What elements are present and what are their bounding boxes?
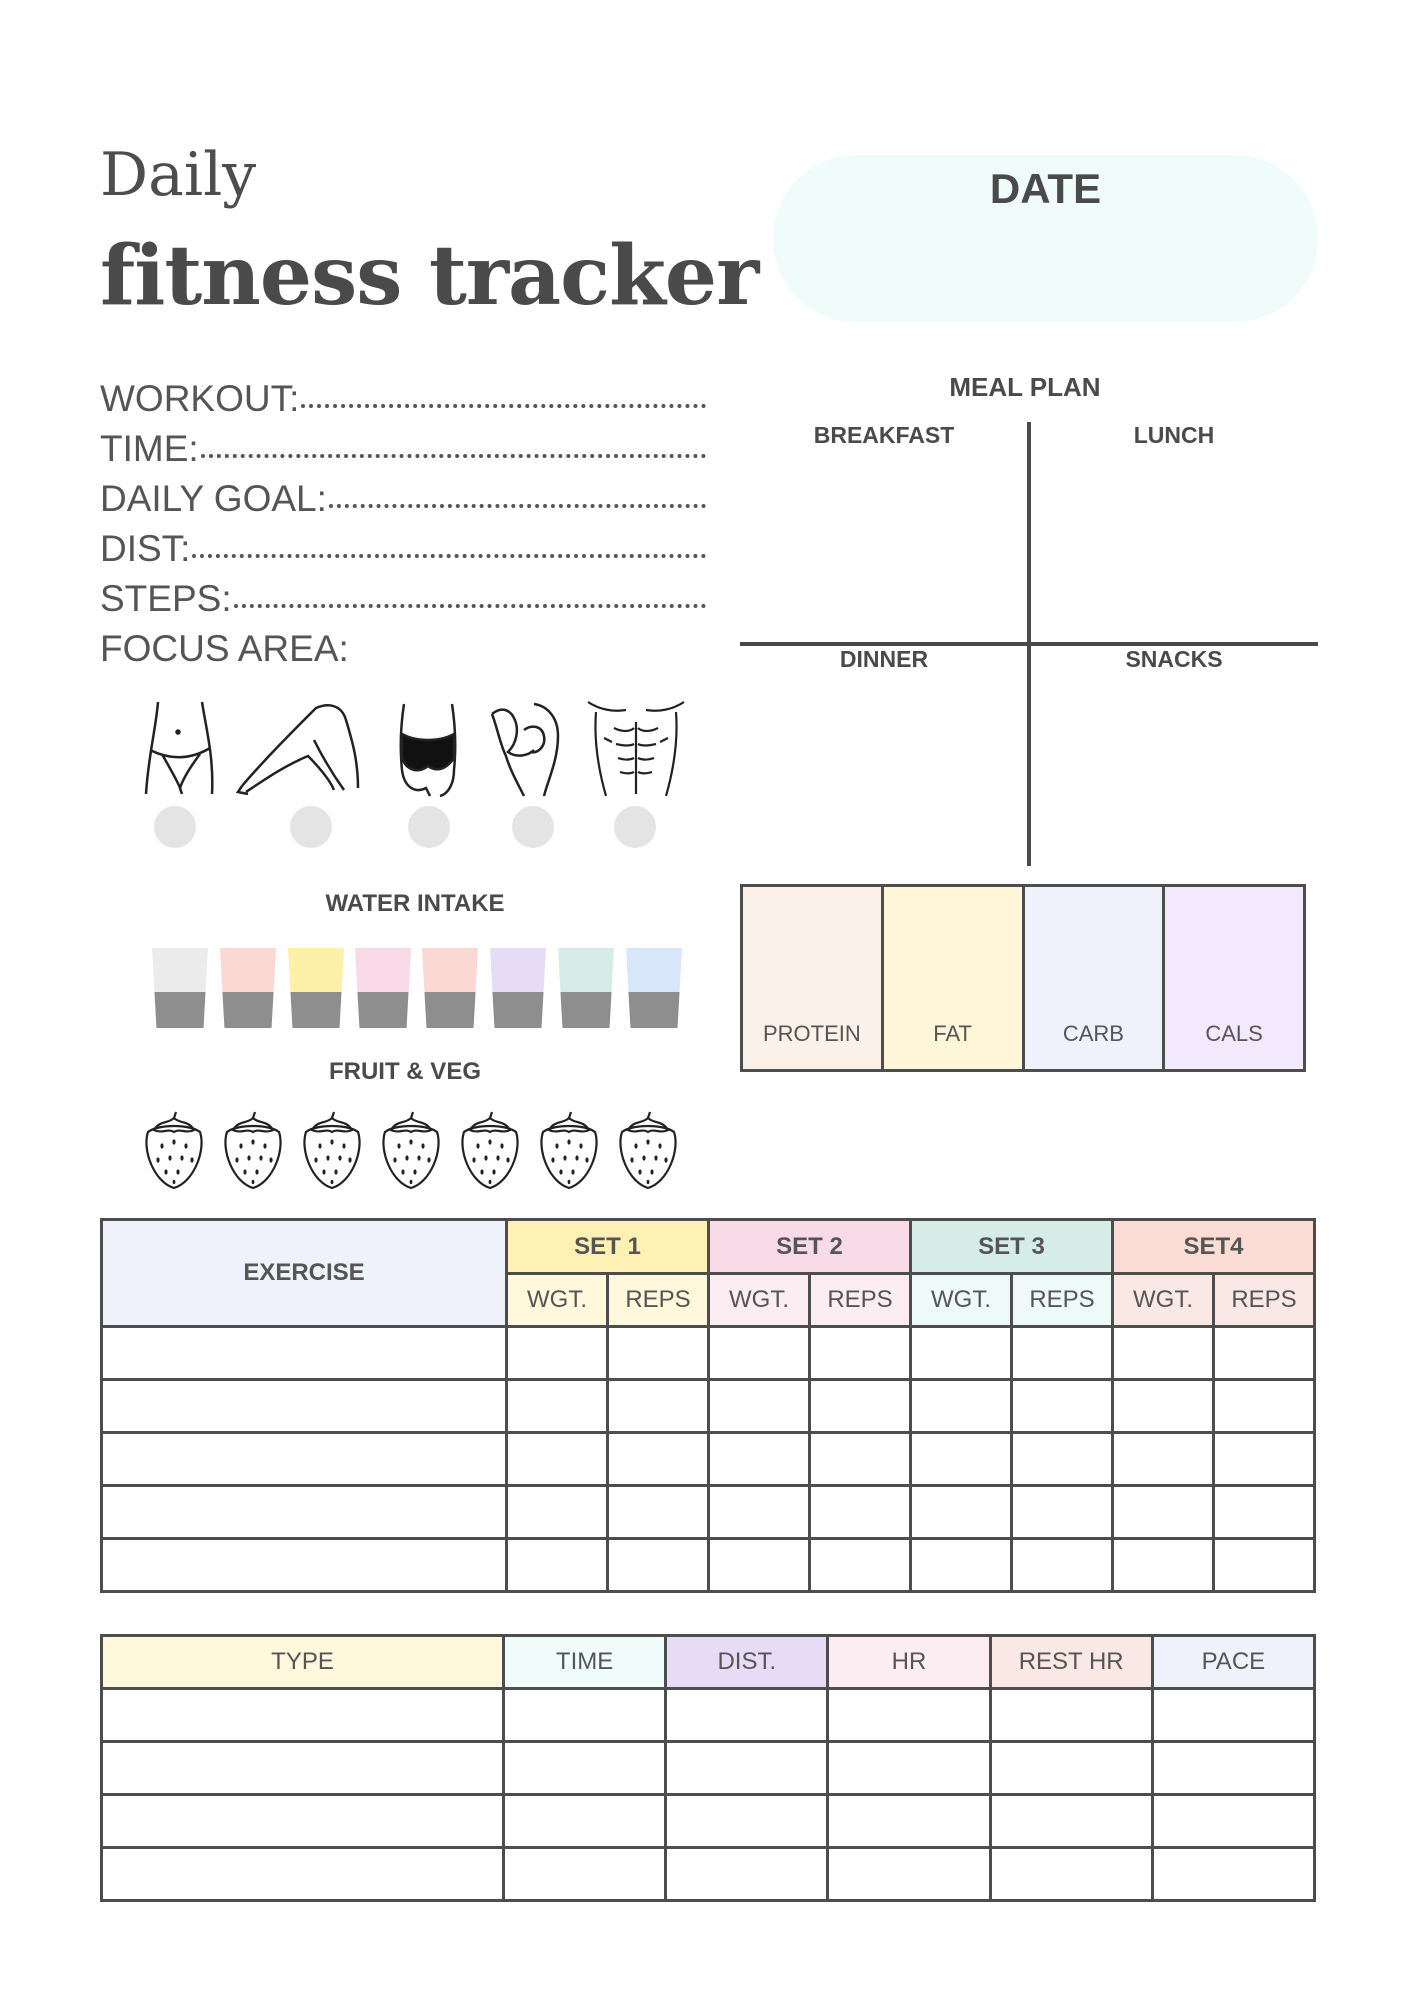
set-cell[interactable] [911,1433,1012,1486]
set-cell[interactable] [507,1433,608,1486]
breakfast-label: BREAKFAST [813,422,955,448]
cals-label: CALS [1205,1021,1263,1046]
exercise-row [102,1539,1315,1592]
focus-checkbox-arms[interactable] [512,806,554,848]
cardio-cell[interactable] [1152,1795,1314,1848]
cardio-cell[interactable] [990,1689,1152,1742]
daily-goal-field[interactable] [100,472,706,520]
set-cell[interactable] [608,1327,709,1380]
daily-goal-label: DAILY GOAL: [100,478,327,519]
exercise-header: EXERCISE [102,1220,507,1327]
focus-area-field [100,622,706,670]
set-cell[interactable] [608,1380,709,1433]
set-cell[interactable] [810,1327,911,1380]
strawberry-icon[interactable] [535,1110,603,1190]
set-cell[interactable] [810,1539,911,1592]
legs-icon [234,700,364,796]
water-intake-title: WATER INTAKE [325,890,505,917]
set-2-reps-header: REPS [810,1274,911,1327]
title-daily: Daily [100,140,257,210]
protein-box[interactable] [743,887,884,1069]
cardio-cell[interactable] [1152,1742,1314,1795]
steps-line [234,604,706,608]
fruit-veg-title: FRUIT & VEG [328,1058,481,1085]
set-cell[interactable] [1214,1486,1315,1539]
dist-header: DIST. [666,1636,828,1689]
meal-plan-title: MEAL PLAN [949,372,1101,402]
water-glass-6[interactable] [490,948,546,1028]
set-cell[interactable] [1113,1539,1214,1592]
cardio-table [100,1634,1316,1902]
abs-icon [584,698,688,798]
cardio-cell[interactable] [828,1689,990,1742]
workout-label: WORKOUT: [100,378,300,419]
cardio-cell[interactable] [1152,1848,1314,1901]
cardio-cell[interactable] [666,1689,828,1742]
cardio-cell[interactable] [504,1848,666,1901]
carb-label: CARB [1062,1021,1124,1046]
cardio-cell[interactable] [828,1848,990,1901]
cardio-cell[interactable] [504,1742,666,1795]
set-cell[interactable] [1012,1380,1113,1433]
cals-box[interactable] [1165,887,1303,1069]
set-3-wgt-header: WGT. [911,1274,1012,1327]
date-field[interactable] [773,155,1318,322]
set-cell[interactable] [1012,1539,1113,1592]
type-header: TYPE [102,1636,504,1689]
strawberry-icon[interactable] [456,1110,524,1190]
cardio-cell[interactable] [828,1742,990,1795]
set-4-header: SET4 [1113,1220,1315,1274]
water-glass-1[interactable] [152,948,208,1028]
exercise-cell[interactable] [102,1539,507,1592]
hips-icon [140,698,220,796]
daily-goal-line [329,504,706,508]
cardio-cell[interactable] [666,1848,828,1901]
set-cell[interactable] [507,1380,608,1433]
set-cell[interactable] [608,1539,709,1592]
set-cell[interactable] [709,1486,810,1539]
protein-label: PROTEIN [762,1021,861,1046]
macros-row [740,884,1306,1072]
set-2-header: SET 2 [709,1220,911,1274]
strawberry-icon[interactable] [219,1110,287,1190]
time-field[interactable] [100,422,706,470]
cardio-row [102,1848,1315,1901]
water-glass-7[interactable] [558,948,614,1028]
steps-field[interactable] [100,572,706,620]
fat-box[interactable] [884,887,1025,1069]
set-cell[interactable] [1214,1327,1315,1380]
cardio-cell[interactable] [102,1689,504,1742]
workout-field[interactable] [100,372,706,420]
exercise-row [102,1486,1315,1539]
cardio-cell[interactable] [666,1742,828,1795]
cardio-row [102,1742,1315,1795]
date-label: DATE [989,165,1102,212]
strawberry-icon[interactable] [298,1110,366,1190]
set-3-reps-header: REPS [1012,1274,1113,1327]
workout-line [301,404,706,408]
set-cell[interactable] [709,1327,810,1380]
time-label: TIME: [100,428,199,469]
dist-label: DIST: [100,528,191,569]
dist-field[interactable] [100,522,706,570]
set-cell[interactable] [1113,1433,1214,1486]
focus-checkbox-legs[interactable] [290,806,332,848]
set-cell[interactable] [810,1433,911,1486]
exercise-cell[interactable] [102,1380,507,1433]
exercise-cell[interactable] [102,1433,507,1486]
set-cell[interactable] [507,1327,608,1380]
carb-box[interactable] [1025,887,1166,1069]
exercise-cell[interactable] [102,1327,507,1380]
water-glass-8[interactable] [626,948,682,1028]
set-cell[interactable] [1113,1486,1214,1539]
cardio-cell[interactable] [990,1848,1152,1901]
set-cell[interactable] [1214,1380,1315,1433]
cardio-cell[interactable] [666,1795,828,1848]
dist-line [192,554,706,558]
set-cell[interactable] [507,1539,608,1592]
focus-checkbox-hips[interactable] [154,806,196,848]
set-cell[interactable] [1113,1380,1214,1433]
lunch-area[interactable] [1031,430,1318,640]
exercise-cell[interactable] [102,1486,507,1539]
cardio-cell[interactable] [504,1689,666,1742]
set-cell[interactable] [1012,1433,1113,1486]
strawberry-icon[interactable] [377,1110,445,1190]
title-fitness-tracker: fitness tracker [100,228,759,324]
dinner-label: DINNER [839,646,929,672]
steps-label: STEPS: [100,578,232,619]
water-glass-2[interactable] [220,948,276,1028]
strawberry-icon[interactable] [140,1110,208,1190]
exercise-row [102,1433,1315,1486]
hr-header: HR [828,1636,990,1689]
set-cell[interactable] [1214,1433,1315,1486]
set-cell[interactable] [709,1433,810,1486]
dinner-area[interactable] [740,676,1027,866]
snacks-area[interactable] [1031,676,1318,866]
water-glass-4[interactable] [355,948,411,1028]
lunch-label: LUNCH [1133,422,1215,448]
pace-header: PACE [1152,1636,1314,1689]
water-glass-5[interactable] [422,948,478,1028]
time-line [201,454,706,458]
breakfast-area[interactable] [740,430,1027,640]
strawberry-icon[interactable] [614,1110,682,1190]
set-cell[interactable] [911,1327,1012,1380]
cardio-cell[interactable] [102,1742,504,1795]
focus-area-label: FOCUS AREA: [100,628,349,669]
fat-label: FAT [933,1021,972,1046]
set-4-wgt-header: WGT. [1113,1274,1214,1327]
cardio-cell[interactable] [828,1795,990,1848]
cardio-cell[interactable] [102,1848,504,1901]
set-cell[interactable] [1214,1539,1315,1592]
focus-checkbox-glutes[interactable] [408,806,450,848]
set-cell[interactable] [810,1380,911,1433]
time-header: TIME [504,1636,666,1689]
cardio-cell[interactable] [990,1795,1152,1848]
set-cell[interactable] [709,1539,810,1592]
set-cell[interactable] [911,1380,1012,1433]
glutes-icon [396,700,460,798]
set-4-reps-header: REPS [1214,1274,1315,1327]
set-cell[interactable] [1012,1327,1113,1380]
cardio-cell[interactable] [102,1795,504,1848]
set-3-header: SET 3 [911,1220,1113,1274]
cardio-row [102,1795,1315,1848]
set-2-wgt-header: WGT. [709,1274,810,1327]
exercise-row [102,1327,1315,1380]
cardio-cell[interactable] [1152,1689,1314,1742]
cardio-cell[interactable] [504,1795,666,1848]
set-cell[interactable] [810,1486,911,1539]
cardio-row [102,1689,1315,1742]
rest-hr-header: REST HR [990,1636,1152,1689]
exercise-table [100,1218,1316,1593]
set-cell[interactable] [1113,1327,1214,1380]
set-cell[interactable] [507,1486,608,1539]
set-cell[interactable] [911,1486,1012,1539]
set-1-header: SET 1 [507,1220,709,1274]
focus-checkbox-abs[interactable] [614,806,656,848]
set-cell[interactable] [709,1380,810,1433]
exercise-row [102,1380,1315,1433]
set-cell[interactable] [608,1433,709,1486]
set-1-reps-header: REPS [608,1274,709,1327]
meal-divider-horizontal [740,642,1318,646]
set-cell[interactable] [608,1486,709,1539]
set-cell[interactable] [911,1539,1012,1592]
snacks-label: SNACKS [1125,646,1223,672]
arms-icon [488,700,564,798]
water-glass-3[interactable] [288,948,344,1028]
cardio-cell[interactable] [990,1742,1152,1795]
set-1-wgt-header: WGT. [507,1274,608,1327]
set-cell[interactable] [1012,1486,1113,1539]
